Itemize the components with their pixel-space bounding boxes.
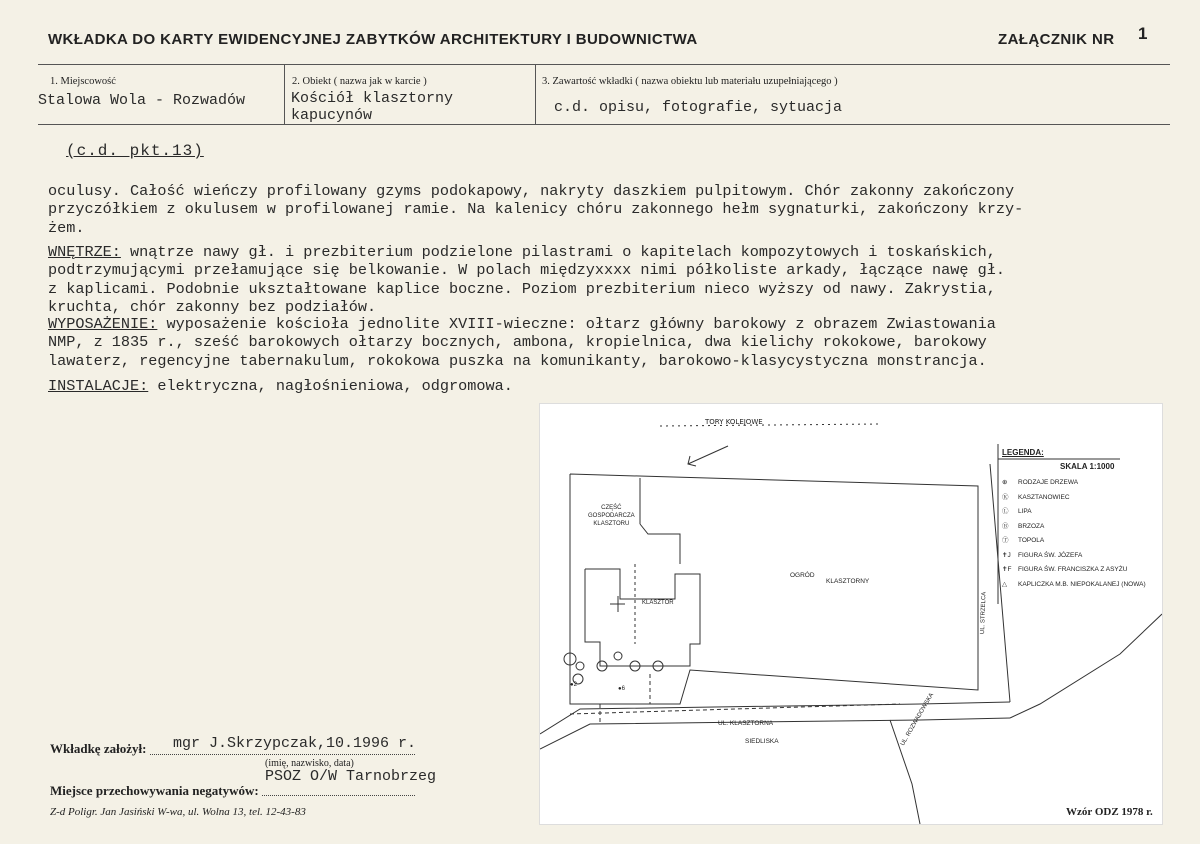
legend-symbol: △ — [1002, 580, 1007, 588]
legend-text: FIGURA ŚW. FRANCISZKA Z ASYŻU — [1018, 566, 1128, 573]
monastery-label: KLASZTOR — [642, 600, 674, 606]
legend-item — [1002, 505, 1146, 520]
map-text: GOSPODARCZA — [588, 513, 635, 519]
header-rule-bottom — [38, 124, 1170, 125]
column-divider-2 — [535, 64, 536, 124]
legend-list — [1002, 476, 1146, 592]
legend-text: FIGURA ŚW. JÓZEFA — [1018, 551, 1083, 559]
map-text: KLASZTORU — [593, 521, 630, 527]
section-heading-interior: WNĘTRZE: — [48, 242, 121, 261]
author-hint: (imię, nazwisko, data) — [265, 758, 354, 769]
street-label-rozwadowska: UL. ROZWADOWSKA — [900, 692, 936, 747]
text-line: NMP, z 1835 r., sześć barokowych ołtarzy bocznych, ambona, kropielnica, dwa kielichy rokokowe, barokowy — [48, 333, 987, 351]
legend-symbol: ✝F — [1002, 566, 1012, 573]
paragraph-installations — [48, 358, 513, 414]
text-line: wyposażenie kościoła jednolite XVIII-wieczne: ołtarz główny barokowy z obrazem Zwiastowania — [157, 314, 996, 333]
text-line: z kaplicami. Podobnie ukształtowane kaplice boczne. Poziom prezbiterium nieco wyższy od nawy. Zakrystia, — [48, 279, 996, 298]
legend-text: KAPLICZKA M.B. NIEPOKALANEJ (NOWA) — [1018, 580, 1146, 588]
legend-item — [1002, 534, 1146, 549]
text-line: oculusy. Całość wieńczy profilowany gzyms podokapowy, nakryty daszkiem pulpitowym. Chór zakonny zakończony — [48, 181, 1015, 200]
street-label-klasztorna: UL. KLASZTORNA — [718, 720, 774, 727]
legend-text: KASZTANOWIEC — [1018, 493, 1070, 501]
legend-item — [1002, 520, 1146, 535]
section-heading-furnishing: WYPOSAŻENIE: — [48, 314, 158, 333]
legend-symbol: Ⓣ — [1002, 537, 1009, 544]
author-label: Wkładkę założył: — [50, 741, 147, 756]
text-line: kruchta, chór zakonny bez podziałów. — [48, 298, 377, 316]
area-label: SIEDLISKA — [745, 738, 779, 745]
legend-item — [1002, 563, 1146, 578]
legend-item — [1002, 549, 1146, 564]
object-value-line1: Kościół klasztorny — [291, 90, 454, 107]
place-value: Stalowa Wola - Rozwadów — [38, 92, 246, 109]
marker-6: ●6 — [618, 686, 625, 692]
legend-item — [1002, 476, 1146, 491]
content-label: 3. Zawartość wkładki ( nazwa obiektu lub materiału uzupełniającego ) — [542, 76, 838, 87]
text-line: elektryczna, nagłośnieniowa, odgromowa. — [148, 376, 513, 395]
legend-symbol: Ⓚ — [1002, 493, 1009, 501]
marker-2: ●2 — [570, 682, 577, 688]
legend-text: TOPOLA — [1018, 537, 1045, 544]
legend-text: BRZOZA — [1018, 522, 1045, 530]
form-code: Wzór ODZ 1978 r. — [1066, 806, 1153, 818]
legend-symbol: Ⓛ — [1002, 508, 1009, 515]
content-value: c.d. opisu, fotografie, sytuacja — [554, 99, 843, 116]
column-divider-1 — [284, 64, 285, 124]
garden-label-2: KLASZTORNY — [826, 578, 870, 585]
page-title: WKŁADKA DO KARTY EWIDENCYJNEJ ZABYTKÓW ARCHITEKTURY I BUDOWNICTWA — [48, 31, 698, 48]
object-label: 2. Obiekt ( nazwa jak w karcie ) — [292, 76, 427, 87]
legend-symbol: ✝J — [1002, 551, 1011, 559]
legend-text: RODZAJE DRZEWA — [1018, 479, 1079, 486]
legend-item — [1002, 578, 1146, 593]
text-line: żem. — [48, 218, 85, 237]
legend-text: LIPA — [1018, 508, 1032, 515]
storage-dotted-line — [262, 795, 415, 796]
text-line: wnątrze nawy gł. i prezbiterium podzielone pilastrami o kapitelach kompozytowych i toskańskich, — [120, 242, 996, 261]
text-line: lawaterz, regencyjne tabernakulum, rokokowa puszka na komunikanty, barokowo-klasycystyczna monstrancja. — [48, 351, 987, 370]
annex-number: 1 — [1138, 24, 1148, 43]
text-line: podtrzymującymi przełamujące się belkowanie. W polach międzyxxxx nimi półkoliste arkady, łączące nawę gł. — [48, 261, 1005, 279]
text-line: przyczółkiem z okulusem w profilowanej ramie. Na kalenicy chóru zakonnego hełm sygnaturki, zakończony krzy- — [48, 200, 1024, 218]
place-label: 1. Miejscowość — [50, 76, 116, 87]
object-value-line2: kapucynów — [291, 107, 373, 124]
scale-label: SKALA 1:1000 — [1060, 462, 1115, 471]
rail-label: TORY KOLEJOWE — [705, 418, 763, 426]
storage-label: Miejsce przechowywania negatywów: — [50, 783, 259, 798]
legend-symbol: Ⓑ — [1002, 522, 1009, 530]
header-rule-top — [38, 64, 1170, 65]
north-arrow-icon — [688, 446, 728, 464]
section-heading-installations: INSTALACJE: — [48, 376, 149, 395]
author-value: mgr J.Skrzypczak,10.1996 r. — [173, 735, 417, 752]
service-area-label — [588, 504, 635, 528]
annex-label: ZAŁĄCZNIK NR — [998, 31, 1115, 48]
legend-title: LEGENDA: — [1002, 448, 1044, 457]
garden-label-1: OGRÓD — [790, 572, 815, 579]
continuation-heading: (c.d. pkt.13) — [66, 142, 204, 160]
legend-symbol: ⊕ — [1002, 479, 1008, 486]
printer-imprint: Z-d Poligr. Jan Jasiński W-wa, ul. Wolna 13, tel. 12-43-83 — [50, 806, 306, 818]
map-text: CZĘŚĆ — [601, 505, 622, 511]
street-label-strzelca: UL. STRZELCA — [980, 591, 988, 635]
author-dotted-line — [150, 754, 415, 755]
storage-value: PSOZ O/W Tarnobrzeg — [265, 768, 437, 785]
legend-item — [1002, 491, 1146, 506]
site-plan — [540, 404, 1162, 824]
